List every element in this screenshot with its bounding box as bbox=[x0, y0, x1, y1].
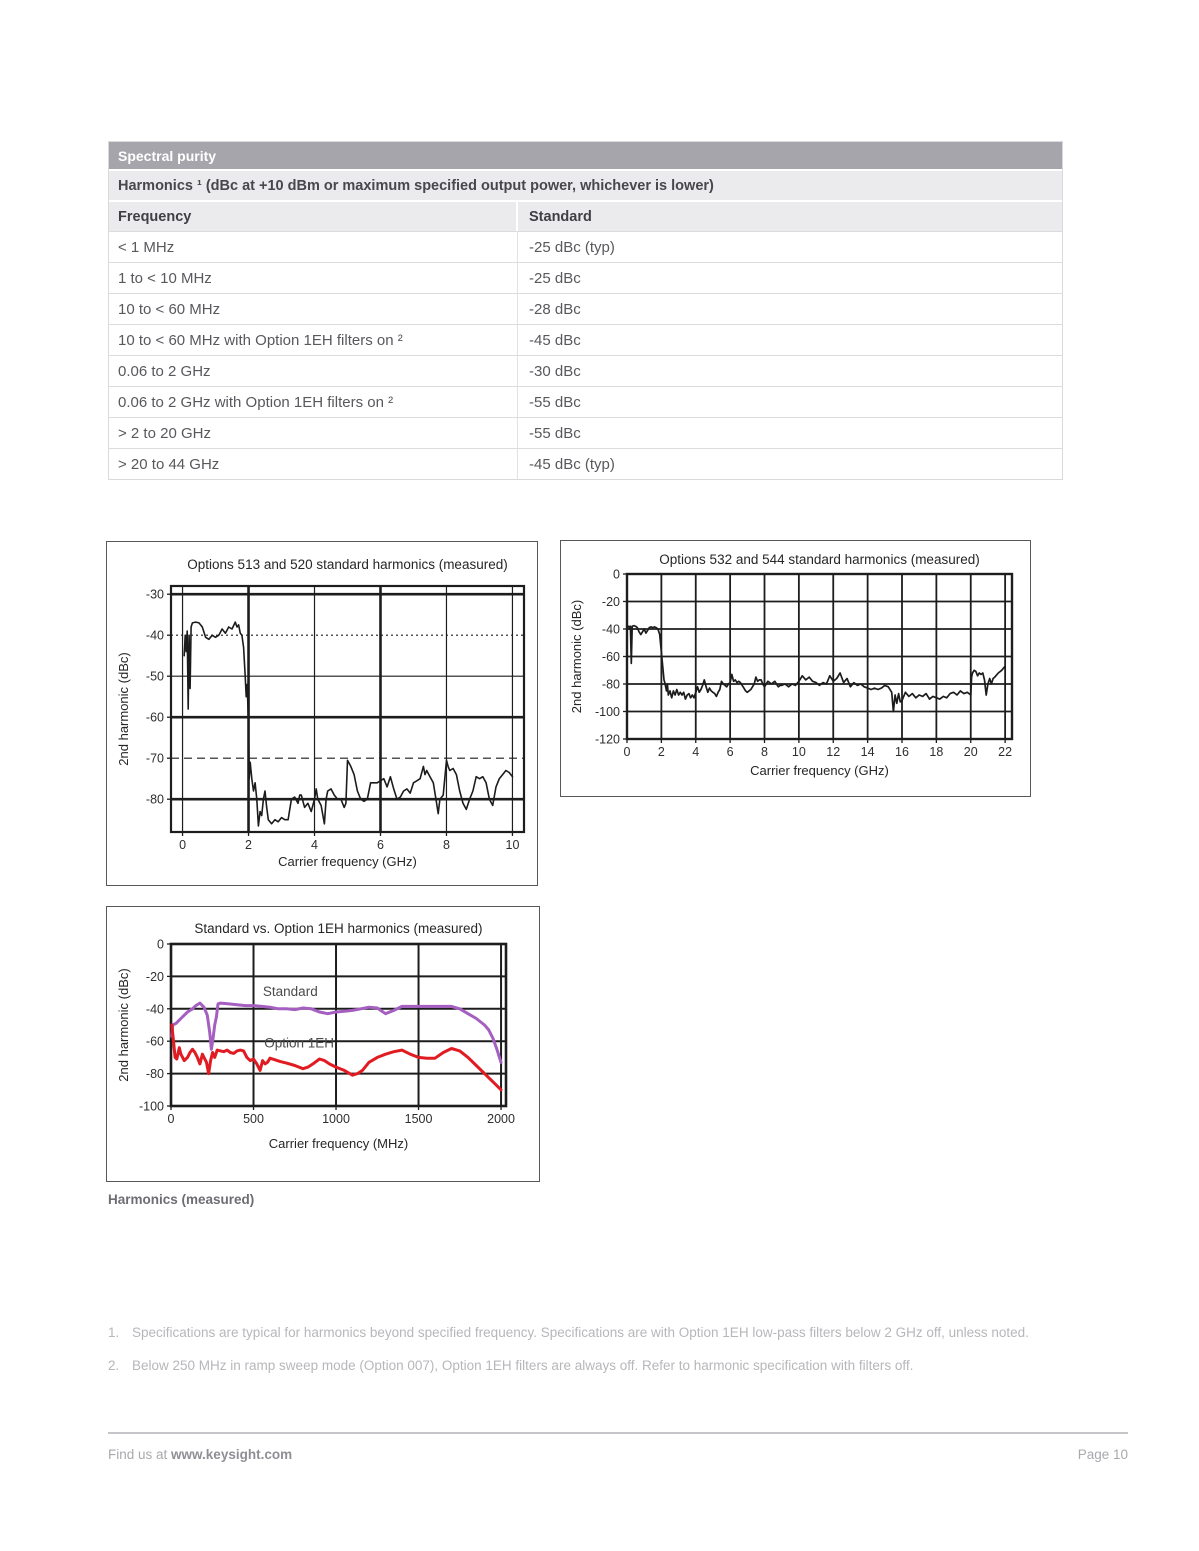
cell-frequency: < 1 MHz bbox=[109, 232, 518, 262]
footer bbox=[108, 1447, 1128, 1462]
table-body bbox=[109, 231, 1062, 479]
x-tick-label: 12 bbox=[826, 745, 841, 759]
column-header-frequency: Frequency bbox=[109, 202, 518, 231]
table-row bbox=[109, 293, 1062, 324]
cell-frequency: 0.06 to 2 GHz bbox=[109, 356, 518, 386]
footnotes bbox=[108, 1323, 1038, 1390]
table-row bbox=[109, 448, 1062, 479]
y-tick-label: -40 bbox=[145, 1002, 164, 1017]
chart-513-520-plot bbox=[107, 542, 535, 883]
y-tick-label: -60 bbox=[145, 710, 164, 725]
y-tick-label: -20 bbox=[145, 969, 164, 984]
y-tick-label: -120 bbox=[594, 732, 620, 747]
x-tick-label: 2 bbox=[245, 838, 253, 852]
series-inline-label: Standard bbox=[262, 983, 318, 999]
x-tick-label: 2000 bbox=[487, 1112, 515, 1126]
footnote-number: 2. bbox=[108, 1358, 120, 1374]
table-row bbox=[109, 417, 1062, 448]
x-tick-label: 8 bbox=[442, 838, 450, 852]
x-tick-label: 16 bbox=[895, 745, 909, 759]
table-row bbox=[109, 324, 1062, 355]
footer-page-number: Page 10 bbox=[1077, 1447, 1128, 1462]
plot-frame bbox=[171, 944, 506, 1106]
x-axis-label: Carrier frequency (GHz) bbox=[278, 854, 417, 869]
cell-standard: -45 dBc (typ) bbox=[529, 455, 615, 473]
footer-site-link[interactable]: www.keysight.com bbox=[171, 1447, 293, 1462]
cell-frequency: 10 to < 60 MHz bbox=[109, 294, 518, 324]
table-subtitle: Harmonics ¹ (dBc at +10 dBm or maximum specified output power, whichever is lower) bbox=[118, 177, 714, 194]
chart-std-vs-1eh-plot bbox=[107, 907, 537, 1179]
footer-divider bbox=[108, 1432, 1128, 1434]
chart-options-532-544 bbox=[560, 540, 1031, 797]
table-row bbox=[109, 231, 1062, 262]
chart-title: Options 532 and 544 standard harmonics (measured) bbox=[659, 552, 980, 567]
table-title: Spectral purity bbox=[118, 147, 217, 164]
chart-title: Options 513 and 520 standard harmonics (measured) bbox=[187, 557, 508, 572]
series-2nd-harmonic bbox=[629, 626, 1005, 712]
cell-standard: -55 dBc bbox=[529, 424, 581, 442]
x-tick-label: 10 bbox=[505, 838, 520, 852]
x-tick-label: 6 bbox=[377, 838, 384, 852]
x-axis-label: Carrier frequency (MHz) bbox=[268, 1136, 409, 1151]
cell-standard: -45 dBc bbox=[529, 331, 581, 349]
x-tick-label: 18 bbox=[929, 745, 944, 759]
x-tick-label: 4 bbox=[311, 838, 318, 852]
x-axis-label: Carrier frequency (GHz) bbox=[750, 763, 889, 778]
table-row bbox=[109, 355, 1062, 386]
footer-prefix: Find us at bbox=[108, 1447, 168, 1462]
x-tick-label: 1500 bbox=[404, 1112, 433, 1126]
table-row bbox=[109, 262, 1062, 293]
x-tick-label: 0 bbox=[179, 838, 187, 852]
x-tick-label: 0 bbox=[623, 745, 631, 759]
chart-title: Standard vs. Option 1EH harmonics (measured) bbox=[194, 921, 483, 936]
spectral-purity-table bbox=[108, 141, 1063, 480]
x-tick-label: 10 bbox=[791, 745, 806, 759]
y-tick-label: -40 bbox=[145, 628, 164, 643]
y-tick-label: -100 bbox=[594, 705, 620, 719]
cell-standard: -55 dBc bbox=[529, 393, 581, 411]
chart-options-513-520 bbox=[106, 541, 538, 886]
column-header-standard: Standard bbox=[529, 208, 592, 225]
y-tick-label: -30 bbox=[145, 587, 164, 602]
cell-frequency: > 20 to 44 GHz bbox=[109, 449, 518, 479]
footnote bbox=[108, 1356, 1038, 1376]
table-subtitle-row bbox=[109, 169, 1062, 200]
chart-standard-vs-option-1eh bbox=[106, 906, 540, 1182]
x-tick-label: 1000 bbox=[322, 1112, 350, 1126]
y-tick-label: -60 bbox=[145, 1034, 164, 1049]
y-tick-label: -100 bbox=[138, 1099, 164, 1114]
cell-standard: -25 dBc bbox=[529, 269, 581, 287]
x-tick-label: 6 bbox=[726, 745, 734, 759]
x-tick-label: 22 bbox=[998, 745, 1013, 759]
y-axis-label: 2nd harmonic (dBc) bbox=[569, 599, 584, 714]
x-tick-label: 4 bbox=[692, 745, 700, 759]
cell-standard: -25 dBc (typ) bbox=[529, 238, 615, 256]
footnote bbox=[108, 1323, 1038, 1343]
chart-532-544-plot bbox=[561, 541, 1028, 794]
y-axis-label: 2nd harmonic (dBc) bbox=[116, 652, 131, 766]
x-tick-label: 14 bbox=[860, 745, 875, 759]
footnote-text: Specifications are typical for harmonics beyond specified frequency. Specifications are with Option 1EH low-pass filters below 2 GHz off, unless noted. bbox=[132, 1325, 1029, 1340]
y-tick-label: 0 bbox=[613, 567, 620, 582]
y-tick-label: 0 bbox=[157, 937, 164, 952]
cell-frequency: > 2 to 20 GHz bbox=[109, 418, 518, 448]
y-axis-label: 2nd harmonic (dBc) bbox=[116, 968, 131, 1082]
y-tick-label: -80 bbox=[145, 1067, 164, 1082]
x-tick-label: 20 bbox=[963, 745, 978, 759]
series-2nd-harmonic bbox=[184, 622, 512, 826]
y-tick-label: -80 bbox=[601, 677, 620, 692]
cell-frequency: 1 to < 10 MHz bbox=[109, 263, 518, 293]
x-tick-label: 8 bbox=[761, 745, 768, 759]
cell-frequency: 10 to < 60 MHz with Option 1EH filters on ² bbox=[109, 325, 518, 355]
x-tick-label: 500 bbox=[243, 1112, 264, 1126]
y-tick-label: -40 bbox=[601, 622, 620, 637]
y-tick-label: -60 bbox=[601, 650, 620, 664]
cell-frequency: 0.06 to 2 GHz with Option 1EH filters on ² bbox=[109, 387, 518, 417]
table-column-header-row bbox=[109, 200, 1062, 231]
x-tick-label: 2 bbox=[657, 745, 665, 759]
table-row bbox=[109, 386, 1062, 417]
cell-standard: -28 dBc bbox=[529, 300, 581, 318]
x-tick-label: 0 bbox=[167, 1112, 175, 1126]
y-tick-label: -80 bbox=[145, 792, 164, 807]
series-inline-label: Option 1EH bbox=[264, 1035, 335, 1051]
footnote-text: Below 250 MHz in ramp sweep mode (Option 007), Option 1EH filters are always off. Refer to harmonic specification with filters off. bbox=[132, 1358, 914, 1374]
y-tick-label: -50 bbox=[145, 669, 164, 684]
y-tick-label: -20 bbox=[601, 595, 620, 609]
charts-caption: Harmonics (measured) bbox=[108, 1192, 255, 1207]
footnote-number: 1. bbox=[108, 1325, 120, 1340]
footer-find-us bbox=[108, 1447, 292, 1462]
table-title-bar bbox=[109, 142, 1062, 169]
y-tick-label: -70 bbox=[145, 751, 164, 766]
cell-standard: -30 dBc bbox=[529, 362, 581, 380]
